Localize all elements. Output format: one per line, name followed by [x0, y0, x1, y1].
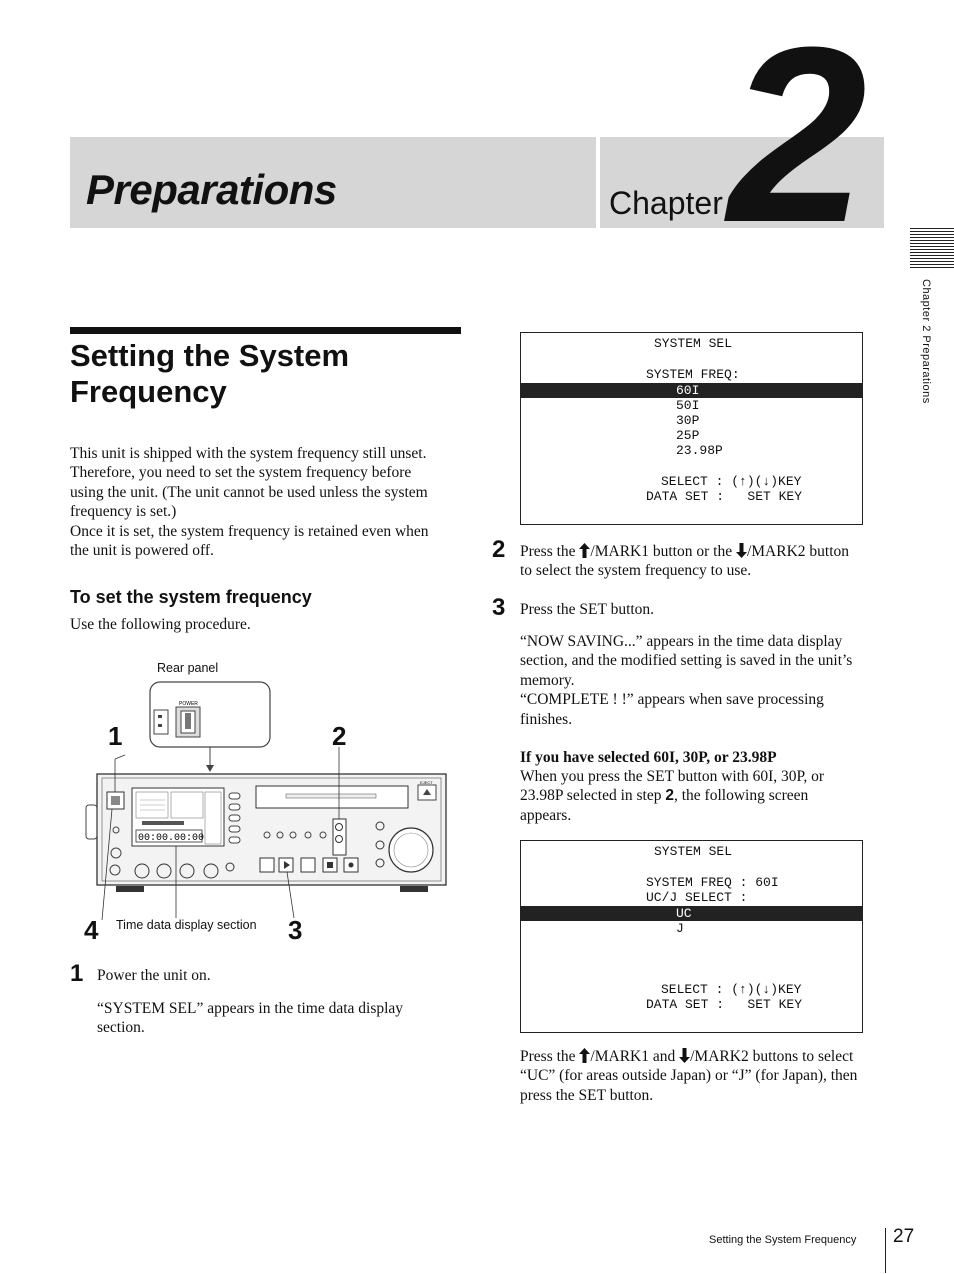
- screen-line: UC/J SELECT :: [646, 890, 748, 905]
- step-3-text: Press the SET button.: [520, 601, 655, 618]
- intro-line: Therefore, you need to set the system frequency before: [70, 464, 412, 482]
- intro-line: frequency is set.): [70, 503, 177, 521]
- step-3-note-line: section, and the modified setting is saved in the unit’s: [520, 652, 853, 670]
- procedure-intro: Use the following procedure.: [70, 616, 251, 633]
- step-2-text-part: /MARK1 button or the: [590, 543, 736, 560]
- intro-line: the unit is powered off.: [70, 542, 214, 560]
- final-text-part: /MARK2 buttons to select: [690, 1048, 854, 1065]
- intro-paragraph: [70, 444, 465, 560]
- screen-line: 30P: [676, 413, 700, 428]
- selected-60i-line: 23.98P selected in step: [520, 787, 666, 805]
- up-arrow-icon: [579, 1048, 590, 1063]
- step-3-note-line: “NOW SAVING...” appears in the time data display: [520, 633, 843, 650]
- screen-line: 50I: [676, 398, 700, 413]
- system-sel-screen-1: [520, 332, 863, 525]
- step-2-text-part: to select the system frequency to use.: [520, 562, 752, 580]
- final-instruction: [520, 1047, 895, 1105]
- step-3-note-line: “COMPLETE ! !” appears when save processing: [520, 691, 824, 709]
- step-2-text-part: Press the: [520, 543, 580, 560]
- device-timecode: 00:00.00:00: [138, 833, 205, 844]
- callout-2: 2: [332, 721, 347, 751]
- screen-line: SYSTEM SEL: [654, 844, 733, 859]
- chapter-number: 2: [728, 0, 868, 274]
- step-1-note-line: “SYSTEM SEL” appears in the time data display: [97, 1000, 404, 1017]
- step-3-note-line: memory.: [520, 671, 575, 689]
- footer-section-name: Setting the System Frequency: [709, 1234, 857, 1246]
- step-2-text: [520, 542, 890, 581]
- callout-3: 3: [288, 915, 303, 945]
- screen-line: 25P: [676, 428, 700, 443]
- screen-line: 23.98P: [676, 443, 723, 458]
- screen-line: SYSTEM SEL: [654, 336, 733, 351]
- device-illustration: [80, 655, 460, 945]
- final-text-part: Press the: [520, 1048, 580, 1065]
- step-3-number: 3: [492, 594, 506, 621]
- section-rule: [70, 327, 461, 334]
- final-text-part: /MARK1 and: [590, 1048, 680, 1065]
- chapter-label: Chapter: [609, 185, 723, 221]
- final-text-part: “UC” (for areas outside Japan) or “J” (for Japan), then: [520, 1067, 858, 1085]
- rear-panel-label: Rear panel: [157, 661, 219, 675]
- screen-line: SYSTEM FREQ:: [646, 367, 740, 382]
- chapter-title: Preparations: [86, 166, 337, 213]
- page-number: 27: [893, 1226, 915, 1247]
- section-heading: Setting the System Frequency: [70, 338, 350, 409]
- time-data-label: Time data display section: [116, 918, 257, 932]
- step-3-note-line: finishes.: [520, 710, 573, 728]
- eject-text: EJECT: [420, 780, 433, 785]
- up-arrow-icon: [579, 543, 590, 558]
- step-2-text-part: /MARK2 button: [746, 543, 850, 560]
- step-1-text: Power the unit on.: [97, 967, 211, 984]
- screen-line: SELECT : (↑)(↓)KEY: [661, 982, 802, 997]
- rear-power-text: POWER: [179, 701, 198, 707]
- footer-divider: [885, 1228, 886, 1273]
- screen-line: SELECT : (↑)(↓)KEY: [661, 474, 802, 489]
- selected-60i-heading: If you have selected 60I, 30P, or 23.98P: [520, 749, 777, 766]
- screen-line: SYSTEM FREQ : 60I: [646, 875, 779, 890]
- screen-line: J: [676, 921, 684, 936]
- screen-line-selected: 60I: [521, 383, 862, 398]
- final-text-part: press the SET button.: [520, 1086, 654, 1104]
- side-tab-label: Chapter 2 Preparations: [920, 279, 932, 404]
- intro-line: using the unit. (The unit cannot be used unless the system: [70, 483, 428, 501]
- step-1-number: 1: [70, 960, 84, 987]
- selected-60i-line: When you press the SET button with 60I, 30P, or: [520, 768, 825, 785]
- screen-line: DATA SET : SET KEY: [646, 489, 803, 504]
- step-3-note: [520, 632, 895, 729]
- step-ref: 2: [665, 787, 674, 805]
- intro-line: Once it is set, the system frequency is retained even when: [70, 522, 429, 540]
- down-arrow-icon: [736, 543, 747, 558]
- side-tab-stripes: [910, 228, 954, 270]
- step-1-note: [97, 999, 403, 1038]
- selected-60i-line: appears.: [520, 806, 572, 824]
- down-arrow-icon: [679, 1048, 690, 1063]
- callout-1: 1: [108, 721, 123, 751]
- system-sel-screen-2: [520, 840, 863, 1033]
- step-2-number: 2: [492, 536, 506, 563]
- device-drawing: [80, 655, 460, 945]
- screen-line-selected: UC: [521, 906, 862, 921]
- screen-line: DATA SET : SET KEY: [646, 997, 803, 1012]
- callout-4: 4: [84, 915, 99, 945]
- step-1-note-line: section.: [97, 1019, 145, 1037]
- selected-60i-text: [520, 767, 895, 825]
- selected-60i-line: , the following screen: [673, 787, 809, 805]
- procedure-heading: To set the system frequency: [70, 587, 312, 607]
- intro-line: This unit is shipped with the system frequency still unset.: [70, 445, 427, 462]
